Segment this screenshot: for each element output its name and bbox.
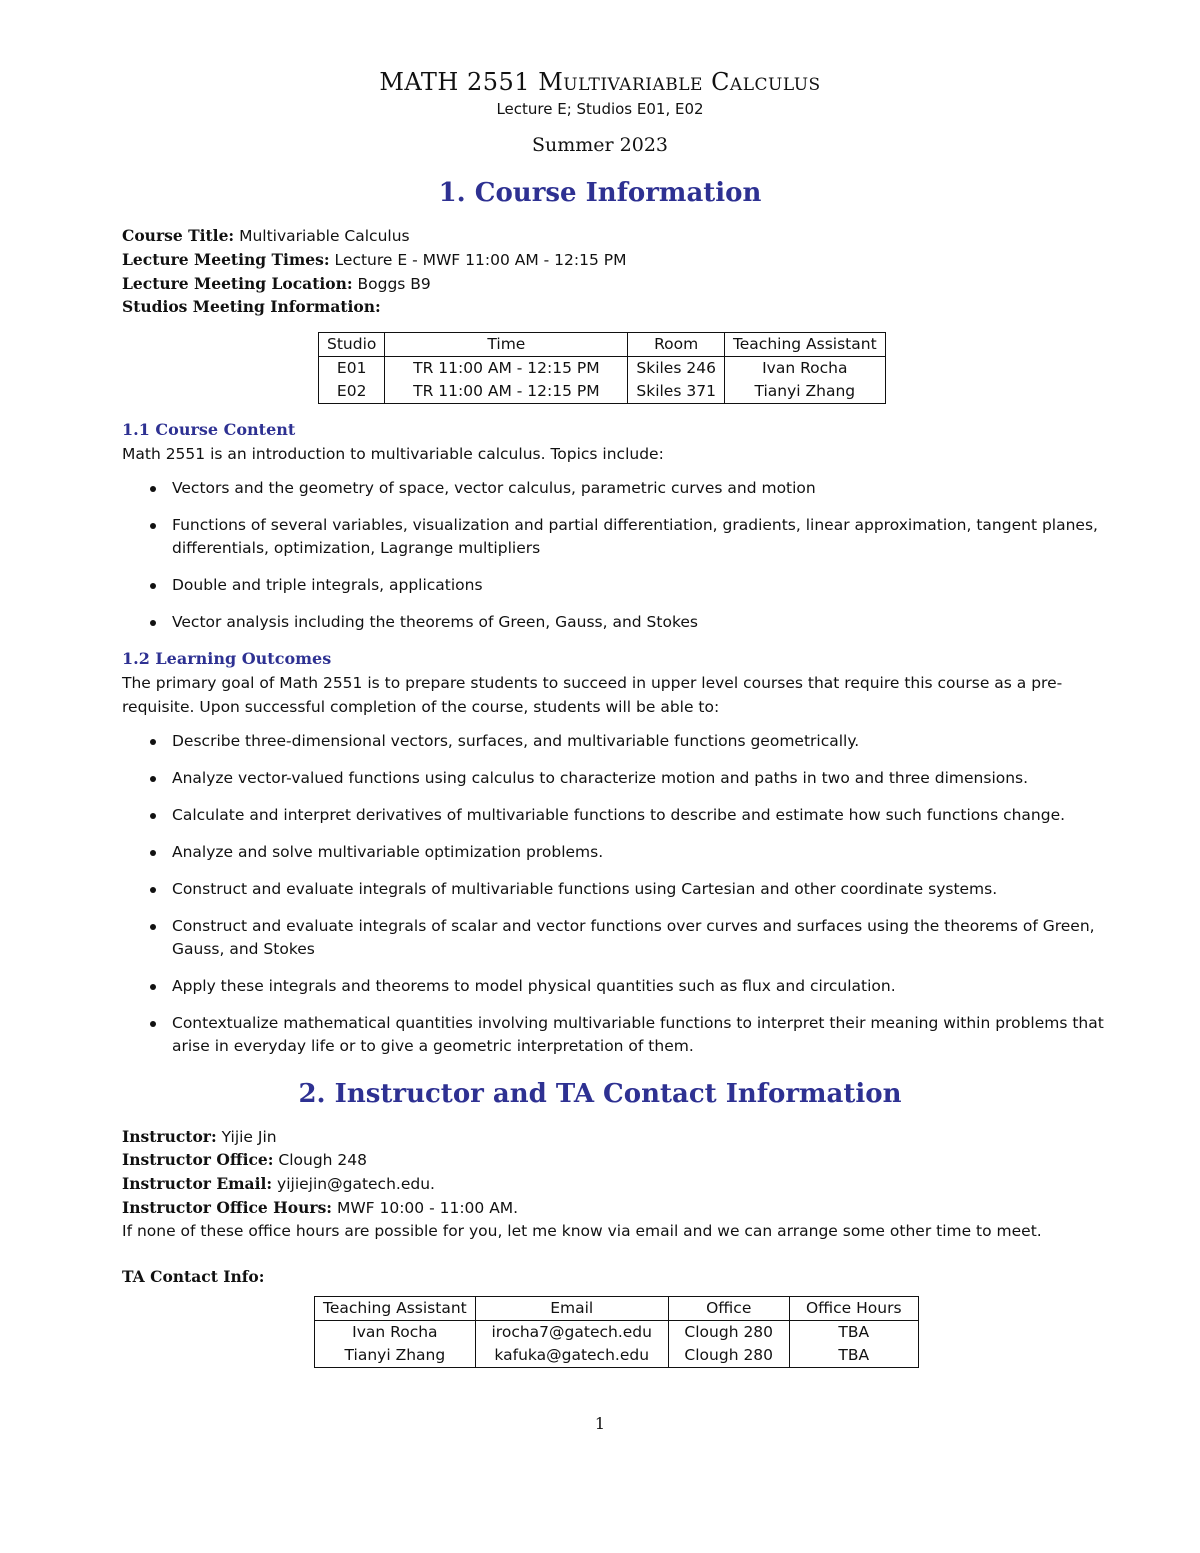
list-item-text: Describe three-dimensional vectors, surfaces, and multivariable functions geometrically. bbox=[172, 732, 860, 750]
course-title-field bbox=[122, 224, 410, 249]
field-value: Lecture E - MWF 11:00 AM - 12:15 PM bbox=[329, 251, 627, 269]
learning-outcomes-list bbox=[148, 730, 1134, 1058]
table-row bbox=[319, 357, 886, 381]
section-heading-course-information: 1. Course Information bbox=[438, 178, 762, 208]
bullet-icon bbox=[150, 486, 156, 492]
list-item bbox=[148, 841, 1134, 864]
table-row bbox=[319, 380, 886, 404]
bullet-icon bbox=[150, 1021, 156, 1027]
bullet-icon bbox=[150, 984, 156, 990]
list-item bbox=[148, 477, 1134, 500]
field-label: Course Title: bbox=[122, 226, 235, 245]
studio-table bbox=[318, 332, 886, 404]
bullet-icon bbox=[150, 739, 156, 745]
table-header: Office Hours bbox=[789, 1297, 918, 1321]
table-row bbox=[315, 1321, 919, 1345]
list-item-text: Calculate and interpret derivatives of multivariable functions to describe and estimate how such functions change. bbox=[172, 806, 1066, 824]
bullet-icon bbox=[150, 776, 156, 782]
ta-contact-label bbox=[122, 1265, 265, 1290]
list-item bbox=[148, 574, 1134, 597]
title-smallcaps: Multivariable Calculus bbox=[538, 68, 821, 96]
table-cell: Clough 280 bbox=[668, 1344, 789, 1368]
field-value: MWF 10:00 - 11:00 AM. bbox=[332, 1199, 519, 1217]
instructor-hours-field bbox=[122, 1196, 518, 1221]
course-content-list bbox=[148, 477, 1134, 634]
table-header-row bbox=[315, 1297, 919, 1321]
learning-outcomes-intro: The primary goal of Math 2551 is to prepare students to succeed in upper level courses that require this course as a pre-requisite. Upon successful completion of the course, students will be able to: bbox=[122, 674, 1063, 716]
table-cell: Ivan Rocha bbox=[724, 357, 885, 381]
list-item bbox=[148, 514, 1134, 560]
bullet-icon bbox=[150, 887, 156, 893]
list-item bbox=[148, 878, 1134, 901]
field-label: Instructor Office: bbox=[122, 1150, 274, 1169]
list-item-text: Construct and evaluate integrals of scalar and vector functions over curves and surfaces using the theorems of Green, Gauss, and Stokes bbox=[172, 917, 1095, 958]
list-item bbox=[148, 767, 1134, 790]
field-value: yijiejin@gatech.edu. bbox=[272, 1175, 435, 1193]
bullet-icon bbox=[150, 620, 156, 626]
list-item-text: Double and triple integrals, applications bbox=[172, 576, 483, 594]
list-item bbox=[148, 915, 1134, 961]
table-cell: TR 11:00 AM - 12:15 PM bbox=[385, 357, 628, 381]
table-cell: Clough 280 bbox=[668, 1321, 789, 1345]
table-header: Time bbox=[385, 333, 628, 357]
table-cell: E02 bbox=[319, 380, 385, 404]
instructor-office-field bbox=[122, 1148, 367, 1173]
bullet-icon bbox=[150, 813, 156, 819]
field-label: Studios Meeting Information: bbox=[122, 297, 381, 316]
table-cell: kafuka@gatech.edu bbox=[475, 1344, 668, 1368]
table-header: Room bbox=[628, 333, 725, 357]
field-label: Lecture Meeting Location: bbox=[122, 274, 353, 293]
office-hours-note: If none of these office hours are possible for you, let me know via email and we can arrange some other time to meet. bbox=[122, 1222, 1042, 1240]
table-cell: Tianyi Zhang bbox=[315, 1344, 476, 1368]
table-cell: Ivan Rocha bbox=[315, 1321, 476, 1345]
table-cell: irocha7@gatech.edu bbox=[475, 1321, 668, 1345]
field-value: Boggs B9 bbox=[352, 275, 431, 293]
studios-field bbox=[122, 295, 381, 320]
bullet-icon bbox=[150, 924, 156, 930]
page-number: 1 bbox=[594, 1414, 606, 1433]
table-header: Teaching Assistant bbox=[724, 333, 885, 357]
subheading-course-content: 1.1 Course Content bbox=[122, 420, 296, 439]
list-item-text: Contextualize mathematical quantities involving multivariable functions to interpret their meaning within problems that arise in everyday life or to give a geometric interpretation of them. bbox=[172, 1014, 1104, 1055]
table-cell: Tianyi Zhang bbox=[724, 380, 885, 404]
field-label: TA Contact Info: bbox=[122, 1267, 265, 1286]
list-item bbox=[148, 1012, 1134, 1058]
document-title bbox=[0, 68, 1200, 96]
table-cell: TBA bbox=[789, 1321, 918, 1345]
list-item-text: Construct and evaluate integrals of multivariable functions using Cartesian and other coordinate systems. bbox=[172, 880, 998, 898]
table-cell: Skiles 246 bbox=[628, 357, 725, 381]
bullet-icon bbox=[150, 523, 156, 529]
list-item-text: Analyze vector-valued functions using calculus to characterize motion and paths in two and three dimensions. bbox=[172, 769, 1029, 787]
table-header: Office bbox=[668, 1297, 789, 1321]
instructor-email-field bbox=[122, 1172, 435, 1197]
section-heading-contact-information: 2. Instructor and TA Contact Information bbox=[298, 1079, 902, 1109]
table-cell: Skiles 371 bbox=[628, 380, 725, 404]
list-item bbox=[148, 804, 1134, 827]
field-label: Instructor Email: bbox=[122, 1174, 273, 1193]
field-value: Multivariable Calculus bbox=[234, 227, 410, 245]
table-header: Teaching Assistant bbox=[315, 1297, 476, 1321]
field-label: Instructor: bbox=[122, 1127, 217, 1146]
table-header: Studio bbox=[319, 333, 385, 357]
list-item bbox=[148, 975, 1134, 998]
bullet-icon bbox=[150, 850, 156, 856]
field-label: Lecture Meeting Times: bbox=[122, 250, 330, 269]
table-row bbox=[315, 1344, 919, 1368]
subheading-learning-outcomes: 1.2 Learning Outcomes bbox=[122, 649, 332, 668]
field-value: Clough 248 bbox=[273, 1151, 368, 1169]
title-prefix: MATH 2551 bbox=[379, 68, 539, 96]
table-header: Email bbox=[475, 1297, 668, 1321]
table-cell: E01 bbox=[319, 357, 385, 381]
list-item-text: Apply these integrals and theorems to model physical quantities such as flux and circulation. bbox=[172, 977, 896, 995]
document-subtitle: Lecture E; Studios E01, E02 bbox=[496, 100, 704, 118]
field-label: Instructor Office Hours: bbox=[122, 1198, 333, 1217]
meeting-location-field bbox=[122, 272, 431, 297]
ta-table bbox=[314, 1296, 919, 1368]
document-term: Summer 2023 bbox=[531, 134, 668, 156]
meeting-times-field bbox=[122, 248, 627, 273]
list-item-text: Functions of several variables, visualization and partial differentiation, gradients, linear approximation, tangent planes, differentials, optimization, Lagrange multipliers bbox=[172, 516, 1098, 557]
instructor-field bbox=[122, 1125, 277, 1150]
list-item-text: Vectors and the geometry of space, vector calculus, parametric curves and motion bbox=[172, 479, 816, 497]
table-cell: TR 11:00 AM - 12:15 PM bbox=[385, 380, 628, 404]
field-value: Yijie Jin bbox=[216, 1128, 277, 1146]
list-item bbox=[148, 730, 1134, 753]
table-cell: TBA bbox=[789, 1344, 918, 1368]
table-header-row bbox=[319, 333, 886, 357]
list-item-text: Analyze and solve multivariable optimization problems. bbox=[172, 843, 604, 861]
list-item bbox=[148, 611, 1134, 634]
bullet-icon bbox=[150, 583, 156, 589]
course-content-intro: Math 2551 is an introduction to multivariable calculus. Topics include: bbox=[122, 445, 664, 463]
list-item-text: Vector analysis including the theorems of Green, Gauss, and Stokes bbox=[172, 613, 698, 631]
